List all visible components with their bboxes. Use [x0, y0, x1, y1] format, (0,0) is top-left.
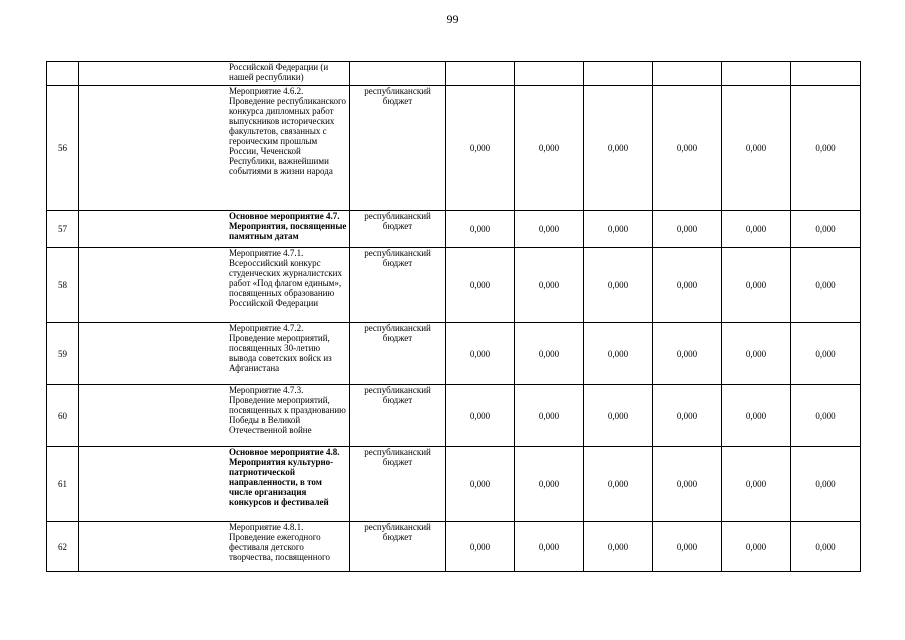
row-description: Мероприятие 4.7.3. Проведение мероприятий, посвященных к празднованию Победы в Великой Отечественной войне [79, 385, 350, 447]
row-value: 0,000 [653, 385, 722, 447]
row-value: 0,000 [653, 323, 722, 385]
row-value: 0,000 [722, 447, 791, 522]
row-source: республиканский бюджет [350, 447, 446, 522]
row-value: 0,000 [584, 447, 653, 522]
row-value: 0,000 [722, 86, 791, 211]
row-number [47, 62, 79, 86]
row-value: 0,000 [653, 447, 722, 522]
row-value: 0,000 [446, 323, 515, 385]
table-row [47, 86, 861, 211]
row-number: 56 [47, 86, 79, 211]
row-source: республиканский бюджет [350, 323, 446, 385]
row-value [584, 62, 653, 86]
row-value [722, 62, 791, 86]
row-value: 0,000 [791, 385, 861, 447]
row-description: Мероприятие 4.7.1. Всероссийский конкурс студенческих журналистских работ «Под флагом единым», посвященных образованию Российской Федерации [79, 248, 350, 323]
row-value: 0,000 [791, 323, 861, 385]
table-row [47, 323, 861, 385]
row-value: 0,000 [584, 211, 653, 248]
row-value [446, 62, 515, 86]
row-description: Основное мероприятие 4.7. Мероприятия, посвященные памятным датам [79, 211, 350, 248]
row-value: 0,000 [653, 522, 722, 572]
budget-table [46, 61, 861, 572]
row-value: 0,000 [791, 211, 861, 248]
row-number: 58 [47, 248, 79, 323]
row-number: 61 [47, 447, 79, 522]
row-value: 0,000 [515, 522, 584, 572]
row-value [515, 62, 584, 86]
row-value: 0,000 [653, 211, 722, 248]
row-value: 0,000 [791, 447, 861, 522]
row-value: 0,000 [446, 522, 515, 572]
row-value: 0,000 [515, 323, 584, 385]
row-value: 0,000 [446, 211, 515, 248]
row-value: 0,000 [791, 248, 861, 323]
table-body [47, 62, 861, 572]
row-description: Основное мероприятие 4.8. Мероприятия культурно-патриотической направленности, в том числе организация конкурсов и фестивалей [79, 447, 350, 522]
row-description: Мероприятие 4.6.2. Проведение республиканского конкурса дипломных работ выпускников исторических факультетов, связанных с героическим прошлым России, Чеченской Республики, важнейшими событиями в жизни народа [79, 86, 350, 211]
row-number: 60 [47, 385, 79, 447]
table-row [47, 522, 861, 572]
row-description: Мероприятие 4.8.1. Проведение ежегодного фестиваля детского творчества, посвященного [79, 522, 350, 572]
row-value: 0,000 [446, 86, 515, 211]
row-value: 0,000 [722, 248, 791, 323]
row-value: 0,000 [722, 522, 791, 572]
row-value: 0,000 [791, 522, 861, 572]
row-value: 0,000 [584, 323, 653, 385]
row-value: 0,000 [446, 248, 515, 323]
row-source: республиканский бюджет [350, 211, 446, 248]
row-value: 0,000 [791, 86, 861, 211]
row-number: 62 [47, 522, 79, 572]
row-number: 59 [47, 323, 79, 385]
table-row [47, 62, 861, 86]
page-number: 99 [446, 12, 459, 26]
row-value: 0,000 [653, 86, 722, 211]
row-source: республиканский бюджет [350, 248, 446, 323]
table-row [47, 447, 861, 522]
row-value: 0,000 [653, 248, 722, 323]
row-value: 0,000 [584, 248, 653, 323]
row-source: республиканский бюджет [350, 385, 446, 447]
table-row [47, 385, 861, 447]
row-value [653, 62, 722, 86]
row-description: Российской Федерации (и нашей республики) [79, 62, 350, 86]
row-value: 0,000 [722, 211, 791, 248]
row-value: 0,000 [446, 385, 515, 447]
row-value: 0,000 [722, 323, 791, 385]
row-value: 0,000 [722, 385, 791, 447]
row-source: республиканский бюджет [350, 522, 446, 572]
row-value [791, 62, 861, 86]
row-value: 0,000 [584, 522, 653, 572]
row-value: 0,000 [515, 211, 584, 248]
row-source: республиканский бюджет [350, 86, 446, 211]
row-value: 0,000 [515, 385, 584, 447]
row-value: 0,000 [515, 86, 584, 211]
row-value: 0,000 [515, 447, 584, 522]
row-value: 0,000 [446, 447, 515, 522]
row-source [350, 62, 446, 86]
row-value: 0,000 [584, 385, 653, 447]
row-description: Мероприятие 4.7.2. Проведение мероприятий, посвященных 30-летию вывода советских войск из Афганистана [79, 323, 350, 385]
row-value: 0,000 [584, 86, 653, 211]
table-row [47, 211, 861, 248]
row-number: 57 [47, 211, 79, 248]
row-value: 0,000 [515, 248, 584, 323]
table-row [47, 248, 861, 323]
